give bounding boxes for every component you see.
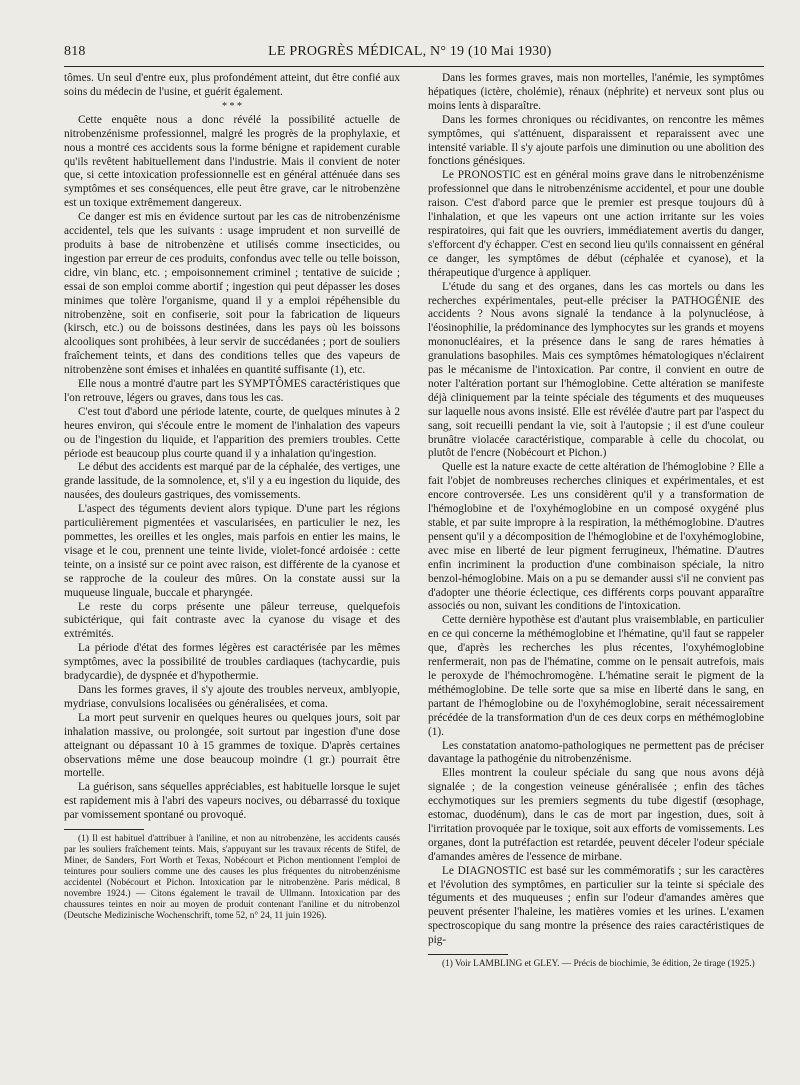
footnote: (1) Il est habituel d'attribuer à l'aniline, et non au nitrobenzène, les accidents causés par les souliers fraîchement teints. Mais, s'appuyant sur les travaux récents de Stifel, de Miner, de Sanders, Fort Worth et Texas, Nobécourt et Pichon mentionnent l'emploi de teintures pour souliers comme une des causes les plus fréquentes du nitrobenzénisme accidentel (Nobécourt et Pichon. Intoxication par le nitrobenzène. Paris médical, 8 novembre 1924.) — Citons également le travail de Ullmann. Intoxication par des chaussures teintes en noir au moyen de produit contenant l'aniline et du nitrobenzol (Deutsche Medizinische Wochenschrift, tome 52, n° 24, 11 juin 1926). (64, 834, 400, 922)
paragraph: La guérison, sans séquelles appréciables, est habituelle lorsque le sujet est rapidement mis à l'abri des vapeurs nocives, ou débarrassé du toxique par vomissement spontané ou provoqué. (64, 781, 400, 822)
paragraph: L'aspect des téguments devient alors typique. D'une part les régions particulièrement pigmentées et vascularisées, en particulier le nez, les pommettes, les oreilles et les ongles, mais parfois en entier les mains, le visage et le cou, prennent une teinte livide, violet-foncé ardoisée : cette teinte, on a insisté sur ce point avec raison, est différente de la cyanose et se rapproche de la couleur des mûres. On la constate aussi sur la muqueuse linguale, buccale et pharyngée. (64, 503, 400, 599)
right-column (428, 72, 764, 970)
paragraph: Dans les formes graves, il s'y ajoute des troubles nerveux, amblyopie, mydriase, convulsions localisées ou généralisées, et coma. (64, 683, 400, 710)
paragraph: Quelle est la nature exacte de cette altération de l'hémoglobine ? Elle a fait l'objet de nombreuses recherches cliniques et expérimentales, et est encore controversée. Les uns considèrent qu'il y a transformation de l'hémoglobine et de l'oxyhémoglobine en un composé oxygéné plus stable, et par suite impropre à la respiration, la méthémoglobine. D'autres pensent qu'il y a décomposition de l'hémoglobine et de l'oxyhémoglobine, avec mise en liberté de leur pigment ferrugineux, l'hématine. D'autres enfin incriminent la production d'une combinaison spéciale, la nitro benzol-hémoglobine. Mais on a pu se demander aussi s'il ne convient pas d'adopter une théorie éclectique, ces différents corps pouvant apparaître associés ou non, suivant les conditions de l'intoxication. (428, 461, 764, 613)
paragraph: Le reste du corps présente une pâleur terreuse, quelquefois subictérique, qui fait contraste avec la cyanose du visage et des extrémités. (64, 600, 400, 641)
paragraph: La période d'état des formes légères est caractérisée par les mêmes symptômes, avec la possibilité de troubles cardiaques (tachycardie, puis bradycardie), de dyspnée et d'hypothermie. (64, 642, 400, 683)
paragraph: L'étude du sang et des organes, dans les cas mortels ou dans les recherches expérimentales, peut-elle préciser la PATHOGÉNIE des accidents ? Nous avons signalé la tendance à la polynucléose, à l'éosinophilie, la prédominance des lymphocytes sur les grands et moyens mononucléaires, et la présence dans le sang de rares hématies à granulations basophiles. Mais ces symptômes hématologiques n'éclairent pas le mécanisme de l'intoxication. Par contre, il convient en outre de noter l'altération portant sur l'hémoglobine. Cette altération se manifeste déjà cliniquement par la teinte spéciale des téguments et des muqueuses sur laquelle nous avons insisté. Elle est révélée d'autre part par l'aspect du sang, soit recueilli pendant la vie, soit à l'autopsie ; il est d'une couleur brunâtre violacée caractéristique, comparable à celle du chocolat, ou plutôt de l'encre (Nobécourt et Pichon.) (428, 280, 764, 460)
running-header (64, 44, 764, 60)
paragraph: tômes. Un seul d'entre eux, plus profondément atteint, dut être confié aux soins du médecin de l'usine, et guérit également. (64, 72, 400, 98)
paragraph: Cette dernière hypothèse est d'autant plus vraisemblable, en particulier en ce qui concerne la méthémoglobine et l'hématine, qu'il faut se rappeler que, d'après les recherches les plus récentes, l'oxyhémoglobine renfermerait, non pas de l'hématine, comme on le pensait autrefois, mais le peroxyde de l'hémochromogène. L'hématine serait le pigment de la méthémoglobine. De telle sorte que sa mise en liberté dans le sang, en partant de l'hémoglobine ou de l'oxyhémoglobine, serait nécessairement précédée de la transformation d'un de ces deux corps en méthémoglobine (1). (428, 614, 764, 738)
paragraph: Les constatation anatomo-pathologiques ne permettent pas de préciser davantage la pathogénie du nitrobenzénisme. (428, 739, 764, 766)
section-separator: * * * (222, 100, 242, 112)
footnote-rule (428, 954, 508, 955)
journal-title: LE PROGRÈS MÉDICAL, N° 19 (10 Mai 1930) (268, 44, 552, 59)
header-rule (64, 66, 764, 67)
paragraph: Dans les formes chroniques ou récidivantes, on rencontre les mêmes symptômes, qui s'atténuent, disparaissent et reparaissent avec une intensité variable. Il s'y ajoute parfois une diminution ou une abolition des fonctions génésiques. (428, 113, 764, 168)
paragraph: Elle nous a montré d'autre part les SYMPTÔMES caractéristiques que l'on retrouve, légers ou graves, dans tous les cas. (64, 378, 400, 404)
paragraph: Le DIAGNOSTIC est basé sur les commémoratifs ; sur les caractères et l'évolution des symptômes, en particulier sur la teinte si spéciale des téguments et des muqueuses ; enfin sur l'odeur d'amandes amères que peuvent présenter l'haleine, les matières vomies et les urines. L'examen spectroscopique du sang montre la présence des raies caractéristiques de pig- (428, 864, 764, 947)
paragraph: Elles montrent la couleur spéciale du sang que nous avons déjà signalée ; de la congestion veineuse généralisée ; enfin des tâches ecchymotiques sur les premiers segments du tube digestif (œsophage, estomac, duodénum), dans le cas de mort par ingestion, dues, soit à l'irritation provoquée par le toxique, soit aux efforts de vomissements. Les organes, dont la putréfaction est retardée, peuvent déceler l'odeur spéciale d'amandes amères de l'essence de mirbane. (428, 767, 764, 863)
left-column (64, 72, 400, 922)
paragraph: C'est tout d'abord une période latente, courte, de quelques minutes à 2 heures environ, qui s'écoule entre le moment de l'inhalation des vapeurs ou de l'ingestion du liquide, et l'apparition des premiers troubles. Cette période est beaucoup plus courte quand il y a inhalation qu'ingestion. (64, 405, 400, 460)
page-number: 818 (64, 44, 86, 59)
paragraph: Le PRONOSTIC est en général moins grave dans le nitrobenzénisme professionnel que dans le nitrobenzénisme accidentel, et pour une double raison. C'est d'abord parce que le premier est presque toujours dû à l'inhalation, et que les vapeurs ont une action irritante sur les voies respiratoires, qui fait que les ouvriers, immédiatement avertis du danger, s'efforcent d'y échapper. C'est en second lieu qu'ils connaissent en général ce danger, les symptômes de début (céphalée et cyanose), et la thérapeutique d'urgence à appliquer. (428, 169, 764, 279)
paragraph: Le début des accidents est marqué par de la céphalée, des vertiges, une grande lassitude, de la somnolence, et, s'il y a eu ingestion du liquide, des nausées, des douleurs gastriques, des vomissements. (64, 461, 400, 502)
footnote-rule (64, 829, 144, 830)
footnote: (1) Voir LAMBLING et GLEY. — Précis de biochimie, 3e édition, 2e tirage (1925.) (442, 959, 755, 970)
paragraph: Dans les formes graves, mais non mortelles, l'anémie, les symptômes hépatiques (ictère, cholémie), rénaux (néphrite) et nerveux sont plus ou moins lents à disparaître. (428, 72, 764, 112)
paragraph: Cette enquête nous a donc révélé la possibilité actuelle de nitrobenzénisme professionnel, malgré les progrès de la prophylaxie, et nous a montré ces accidents sous la forme bénigne et rapidement curable qu'ils revêtent habituellement dans l'industrie. Mais il convient de noter que, si cette intoxication professionnelle est en général atténuée dans ses symptômes et ses conséquences, elle peut être grave, car le nitrobenzène est un toxique extrêmement dangereux. (64, 113, 400, 210)
paragraph: Ce danger est mis en évidence surtout par les cas de nitrobenzénisme accidentel, tels que les suivants : usage imprudent et non surveillé de produits à base de nitrobenzène et utilisés comme insecticides, ou ingestion par erreur de ces produits, confondus avec telle ou telle boisson, cidre, vin blanc, etc. ; empoisonnement criminel ; tentative de suicide ; essai de son emploi comme abortif ; ingestion qui peut dépasser les doses minimes que tolère l'organisme, quand il y a emploi répéhensible du nitrobenzène, soit en confiserie, soit pour la fabrication de liqueurs (kirsch, etc.) ou de boissons destinées, dans les pays où les boissons alcooliques sont prohibées, à leur servir de succédanées ; port de souliers fraîchement teints, et dans des conditions telles que des vapeurs de nitrobenzène sont émises et inhalées en quantité suffisante (1), etc. (64, 211, 400, 377)
paragraph: La mort peut survenir en quelques heures ou quelques jours, soit par inhalation massive, ou prolongée, soit surtout par ingestion d'une dose atteignant ou dépassant 10 à 15 grammes de toxique. D'après certaines observations même une dose beaucoup moindre (1 gr.) pourrait être mortelle. (64, 711, 400, 780)
